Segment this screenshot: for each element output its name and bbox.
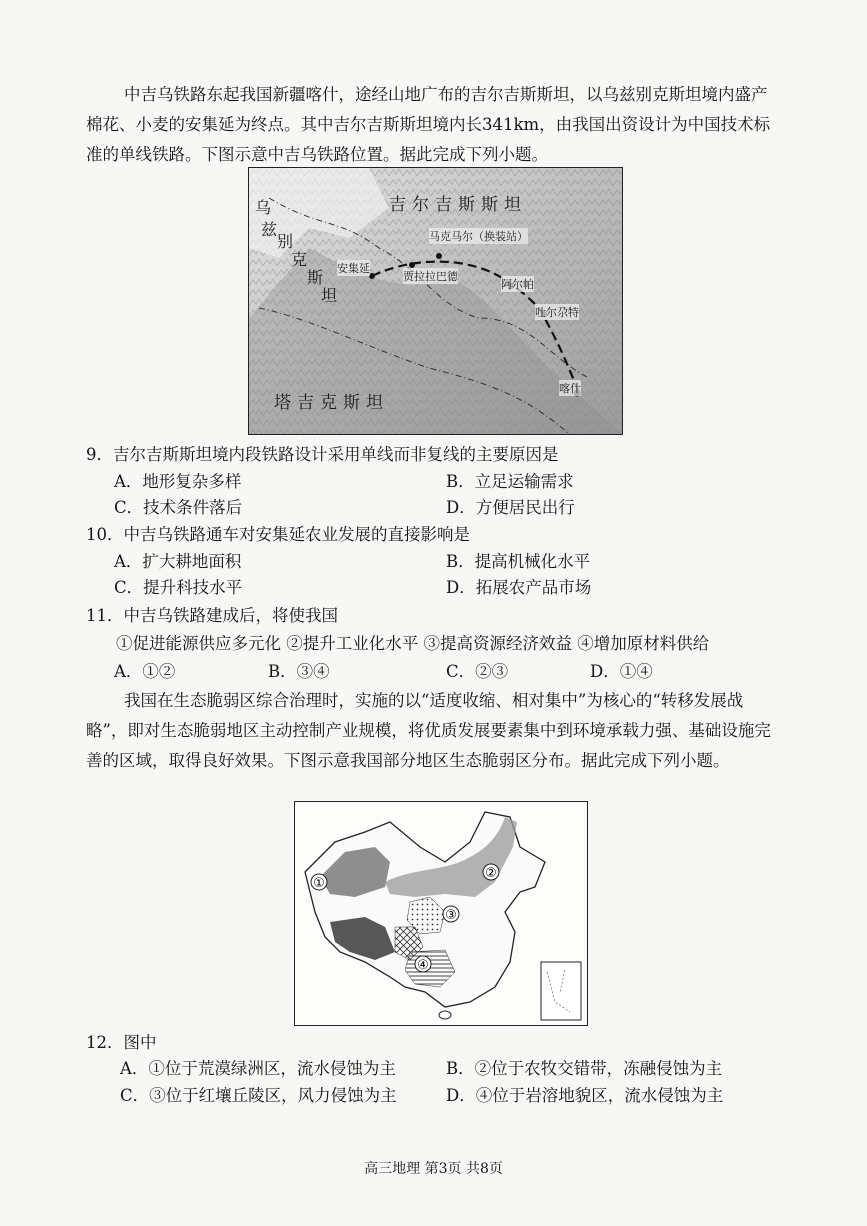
marker-2: ② [485,866,497,881]
label-torugart: 吐尔尕特 [535,306,579,319]
question-10-option-a[interactable]: A．扩大耕地面积 [114,552,242,571]
railway-location-map [248,167,623,435]
label-uzbekistan-3: 别 [277,232,294,251]
label-uzbekistan-4: 克 [291,250,308,269]
hainan-island [439,1011,451,1019]
question-11-stem: 11．中吉乌铁路建成后，将使我国 [86,606,338,625]
label-uzbekistan-1: 乌 [255,198,272,217]
south-china-sea-inset [541,962,581,1020]
label-tajikistan: 塔吉克斯坦 [274,393,389,413]
question-10-stem: 10．中吉乌铁路通车对安集延农业发展的直接影响是 [86,525,470,544]
marker-3: ③ [445,908,457,923]
label-makmal: 马克马尔（换装站） [429,230,528,243]
question-10-option-b[interactable]: B．提高机械化水平 [446,552,591,571]
question-11-items: ①促进能源供应多元化 ②提升工业化水平 ③提高资源经济效益 ④增加原材料供给 [116,634,710,653]
page-footer: 高三地理 第3页 共8页 [364,1161,503,1177]
question-12-option-c[interactable]: C．③位于红壤丘陵区，风力侵蚀为主 [120,1086,397,1105]
question-9-option-b[interactable]: B．立足运输需求 [446,472,574,491]
label-uzbekistan-6: 坦 [321,286,338,305]
label-andijan: 安集延 [337,262,370,275]
marker-4: ④ [417,958,429,973]
label-kyrgyzstan: 吉尔吉斯斯坦 [389,195,527,215]
label-jalalabad: 贾拉拉巴德 [403,270,458,283]
question-12-option-b[interactable]: B．②位于农牧交错带，冻融侵蚀为主 [446,1059,723,1078]
label-uzbekistan-2: 兹 [261,220,278,239]
label-uzbekistan-5: 斯 [307,268,324,287]
label-arpa: 阿尔帕 [501,278,534,291]
question-11-option-d[interactable]: D．①④ [590,662,653,681]
question-9-option-a[interactable]: A．地形复杂多样 [114,472,242,491]
label-kashgar: 喀什 [559,382,581,395]
question-9-option-d[interactable]: D．方便居民出行 [446,498,575,517]
marker-1: ① [313,876,325,891]
question-11-option-b[interactable]: B．③④ [268,662,330,681]
question-12-option-d[interactable]: D．④位于岩溶地貌区，流水侵蚀为主 [446,1086,724,1105]
question-9-stem: 9．吉尔吉斯斯坦境内段铁路设计采用单线而非复线的主要原因是 [86,445,559,464]
intro-paragraph-ecology: 我国在生态脆弱区综合治理时，实施的以“适度收缩、相对集中”为核心的“转移发展战略”，即对生态脆弱地区主动控制产业规模，将优质发展要素集中到环境承载力强、基础设施完善的区域，取得良好效果。下图示意我国部分地区生态脆弱区分布。据此完成下列小题。 [86,691,771,770]
question-11-option-c[interactable]: C．②③ [446,662,509,681]
question-12-stem: 12．图中 [86,1033,157,1052]
question-10-option-d[interactable]: D．拓展农产品市场 [446,578,592,597]
intro-paragraph-railway: 中吉乌铁路东起我国新疆喀什，途经山地广布的吉尔吉斯斯坦，以乌兹别克斯坦境内盛产棉花、小麦的安集延为终点。其中吉尔吉斯斯坦境内长341km，由我国出资设计为中国技术标准的单线铁路。下图示意中吉乌铁路位置。据此完成下列小题。 [86,85,771,164]
ecological-fragile-zones-map [294,801,588,1026]
china-outline-map [295,802,587,1025]
question-11-option-a[interactable]: A．①② [114,662,176,681]
makmal-marker [436,253,442,259]
question-10-option-c[interactable]: C．提升科技水平 [114,578,243,597]
question-12-option-a[interactable]: A．①位于荒漠绿洲区，流水侵蚀为主 [120,1059,396,1078]
question-9-option-c[interactable]: C．技术条件落后 [114,498,243,517]
